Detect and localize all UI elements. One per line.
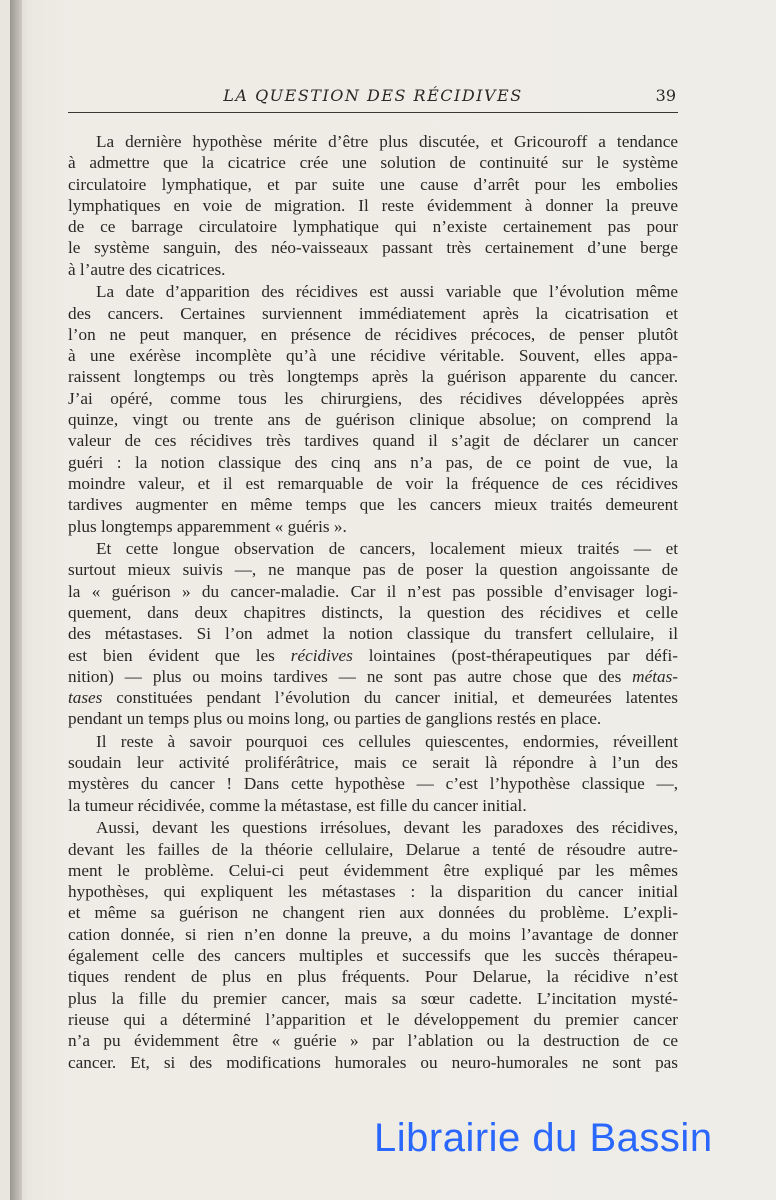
running-title: LA QUESTION DES RÉCIDIVES xyxy=(223,86,523,105)
text-line: n’a pu évidemment être « guérie » par l’ablation ou la destruction de ce xyxy=(68,1031,678,1051)
text-line: pendant un temps plus ou moins long, ou parties de ganglions restés en place. xyxy=(68,709,602,729)
paragraph xyxy=(68,131,678,280)
text-line: des métastases. Si l’on admet la notion classique du transfert cellulaire, il xyxy=(68,624,678,644)
text-line: valeur de ces récidives très tardives quand il s’agit de déclarer un cancer xyxy=(68,431,678,451)
text-line: tardives augmenter en même temps que les cancers mieux traités demeurent xyxy=(68,495,678,515)
text-line: la tumeur récidivée, comme la métastase, est fille du cancer initial. xyxy=(68,795,527,815)
text-line: cancer. Et, si des modifications humorales ou neuro-humorales ne sont pas xyxy=(68,1052,678,1072)
text-line: raissent longtemps ou très longtemps après la guérison apparente du cancer. xyxy=(68,367,678,387)
text-line: J’ai opéré, comme tous les chirurgiens, des récidives développées après xyxy=(68,388,678,408)
text-line: moindre valeur, et il est remarquable de voir la fréquence de ces récidives xyxy=(68,473,678,493)
text-line: Aussi, devant les questions irrésolues, devant les paradoxes des récidives, xyxy=(96,818,678,838)
text-line: et même sa guérison ne changent rien aux données du problème. L’expli- xyxy=(68,903,678,923)
paragraph xyxy=(68,538,678,730)
text-line: La dernière hypothèse mérite d’être plus discutée, et Gricouroff a tendance xyxy=(96,132,678,151)
text-line: tiques rendent de plus en plus fréquents. Pour Delarue, la récidive n’est xyxy=(68,967,678,987)
text-line: plus la fille du premier cancer, mais sa sœur cadette. L’incitation mysté- xyxy=(68,988,678,1008)
text-line: quinze, vingt ou trente ans de guérison clinique absolue; on comprend la xyxy=(68,410,678,430)
text-line xyxy=(68,666,678,687)
text-line: à une exérèse incomplète qu’à une récidive véritable. Souvent, elles appa- xyxy=(68,346,678,366)
text-line: surtout mieux suivis —, ne manque pas de poser la question angoissante de xyxy=(68,560,678,580)
text-line: lymphatiques en voie de migration. Il reste évidemment à donner la preuve xyxy=(68,195,678,215)
paragraph xyxy=(68,731,678,816)
text-line: circulatoire lymphatique, et par suite une cause d’arrêt pour les embolies xyxy=(68,174,678,194)
body-text xyxy=(68,131,678,1074)
italic-text: métas- xyxy=(632,666,678,686)
text-line: également celle des cancers multiples et successifs que les succès thérapeu- xyxy=(68,946,678,966)
text-line: devant les failles de la théorie cellulaire, Delarue a tenté de résoudre autre- xyxy=(68,839,678,859)
italic-text: tases xyxy=(68,688,103,708)
text-line: mystères du cancer ! Dans cette hypothèse — c’est l’hypothèse classique —, xyxy=(68,774,678,794)
text-line: à l’autre des cicatrices. xyxy=(68,259,226,279)
text-line: le système sanguin, des néo-vaisseaux passant très certainement d’une berge xyxy=(68,238,678,258)
text-segment: est bien évident que les xyxy=(68,645,291,665)
text-line: Il reste à savoir pourquoi ces cellules quiescentes, endormies, réveillent xyxy=(96,731,678,751)
text-line xyxy=(68,645,678,666)
paragraph xyxy=(68,817,678,1073)
text-line: quement, dans deux chapitres distincts, la question des récidives et celle xyxy=(68,602,678,622)
paragraph xyxy=(68,281,678,537)
text-segment: nition) — plus ou moins tardives — ne sont pas autre chose que des xyxy=(68,666,633,686)
italic-text: récidives xyxy=(290,645,353,665)
text-line: La date d’apparition des récidives est aussi variable que l’évolution même xyxy=(96,282,678,302)
text-line: hypothèses, qui expliquent les métastases : la disparition du cancer initial xyxy=(68,882,678,902)
text-line: soudain leur activité proliférâtrice, mais ce serait là répondre à l’un des xyxy=(68,753,678,773)
watermark: Librairie du Bassin xyxy=(374,1116,713,1160)
text-segment: constituées pendant l’évolution du cancer initial, et demeurées latentes xyxy=(102,688,678,708)
book-gutter xyxy=(10,0,22,1200)
text-line: guéri : la notion classique des cinq ans n’a pas, de ce point de vue, la xyxy=(68,452,678,472)
page-header xyxy=(68,84,678,113)
text-line: l’on ne peut manquer, en présence de récidives précoces, de penser plutôt xyxy=(68,324,678,344)
text-line xyxy=(68,687,678,708)
text-line: la « guérison » du cancer-maladie. Car il n’est pas possible d’envisager logi- xyxy=(68,581,678,601)
text-line: plus longtemps apparemment « guéris ». xyxy=(68,516,347,536)
text-line: des cancers. Certaines surviennent immédiatement après la cicatrisation et xyxy=(68,303,678,323)
text-line: Et cette longue observation de cancers, localement mieux traités — et xyxy=(96,539,678,559)
page-number: 39 xyxy=(655,86,676,105)
text-line: rieuse qui a déterminé l’apparition et le développement du premier cancer xyxy=(68,1009,678,1029)
text-segment: lointaines (post-thérapeutiques par défi- xyxy=(352,645,678,665)
text-line: ment le problème. Celui-ci peut évidemment être expliqué par les mêmes xyxy=(68,860,678,880)
text-line: de ce barrage circulatoire lymphatique qui n’existe certainement pas pour xyxy=(68,217,678,237)
text-line: cation donnée, si rien n’en donne la preuve, a du moins l’avantage de donner xyxy=(68,924,678,944)
book-page xyxy=(10,0,776,1200)
text-line: à admettre que la cicatrice crée une solution de continuité sur le système xyxy=(68,153,678,173)
